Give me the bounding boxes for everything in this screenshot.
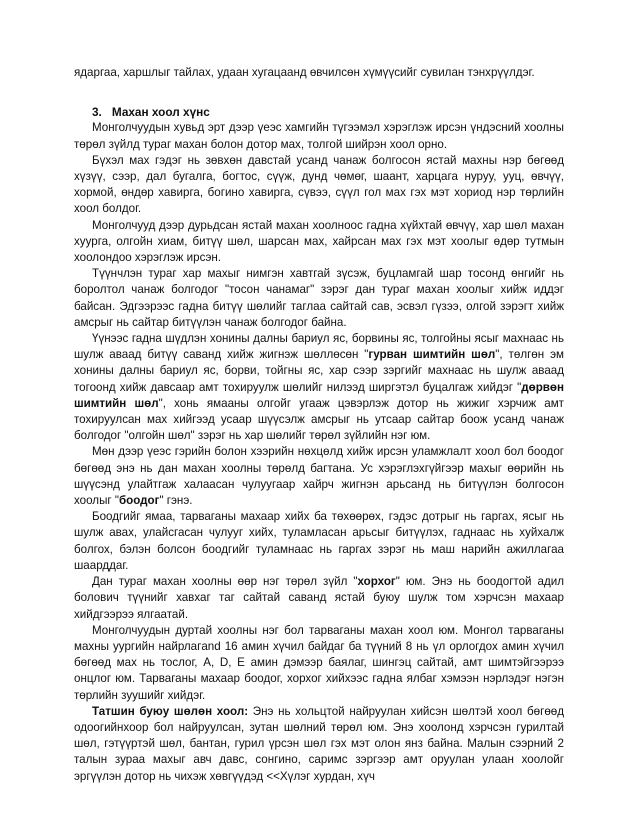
- paragraph-whole-meat: Бүхэл мах гэдэг нь зөвхөн давстай усанд чанаж болгосон ястай махны нэр бөгөөд хүзүү, сээр, дал бугалга, богтос, сүүж, дунд чөмөг, шаант, харцага нуруу, ууц, өвчүү, хормой, өндөр хавирга, богино хавирга, сүвээ, сүүл гол мах гэх мэт хориод нэр төрлийн хоол болдог.: [74, 153, 564, 216]
- paragraph-khorkhog: [74, 574, 564, 623]
- term-boodog: боодог: [118, 494, 160, 508]
- term-khorkhog: хорхог: [357, 575, 396, 589]
- document-page: [74, 65, 564, 785]
- text-run: ", төлгөн эм хонины далны бариул яс, борви, тойгны яс, хар сээр зэргийг махнаас нь шулж аваад тогоонд хийж давсаар амт тохируулж шөлийг нилээд ширгэтэл буцалгаж хийдэг ": [74, 348, 564, 394]
- text-run: Энэ нь хольцтой найруулан хийсэн шөлтэй хоол бөгөөд одоогийнхоор бол найруулсан, зутан шөлний төрөл юм. Энэ хоолонд хэрчсэн гурилтай шөл, гэтүүртэй шөл, бантан, гурил үрсэн шөл гэх мэт олон янз байна. Малын сээрний 2 талын зураа махыг авч давс, сонгино, саримс зэргээр амт оруулан улаан хоолойг эргүүлэн дотор нь чихэж хөвгүүдэд <<Хүлэг хурдан, хүч: [74, 704, 564, 783]
- paragraph-boodog-process: Боодгийг ямаа, тарваганы махаар хийх ба төхөөрөх, гэдэс дотрыг нь гаргах, ясыг нь шулж авах, улайсгасан чулууг хийх, туламласан арьсыг битүүлэх, гаднаас нь хуйхалж болгох, бэлэн болсон боодгийг туламнаас нь гаргах зэрэг нь маш нарийн ажиллагаа шаарддаг.: [74, 510, 564, 572]
- intro-paragraph: ядаргаа, харшлыг тайлах, удаан хугацаанд өвчилсөн хүмүүсийг сувилан тэнхрүүлдэг.: [74, 66, 535, 79]
- section-heading: [92, 104, 564, 120]
- paragraph-daily-dishes: Монголчууд дээр дурьдсан ястай махан хоолноос гадна хүйхтай өвчүү, хар шөл махан хуурга, олгойн хиам, битүү шөл, шарсан мах, хайрсан мах гэх мэт хоолыг өдөр тутмын хоолондоо хэрэглэж ирсэн.: [74, 218, 564, 265]
- term-soup-dishes: Татшин буюу шөлөн хоол:: [92, 704, 249, 718]
- text-run: Дан тураг махан хоолны өөр нэг төрөл зүйл ": [92, 575, 358, 589]
- text-run: " гэнэ.: [159, 494, 193, 508]
- term-three-essence-broth: гурван шимтийн шөл: [368, 348, 496, 362]
- section-number: 3.: [92, 105, 102, 120]
- paragraph-soups: [74, 704, 564, 785]
- paragraph-lean-meat: Түүнчлэн тураг хар махыг нимгэн хавтгай зүсэж, буцламгай шар тосонд өнгийг нь боролтол чанаж болгодог "тосон чанамаг" зэрэг дан тураг махан хоолыг хийж иддэг байсан. Эдгээрээс гадна битүү шөлийг таглаа сайтай сав, эсвэл гүзээ, олгой зэрэгт хийж амсрыг нь сайтар битүүлэн чанаж болгодог байна.: [74, 267, 564, 329]
- text-run: Мөн дээр үеэс гэрийн болон хээрийн нөхцөлд хийж ирсэн уламжлалт хоол бол боодог бөгөөд энэ нь дан махан хоолны төрөлд багтана. Ус хэрэглэхгүйгээр махыг өөрийн нь шүүсэнд улайтгаж халаасан чулуугаар хайрч жигнэн арьсанд нь битүүлэн болгосон хоолыг ": [74, 445, 564, 508]
- paragraph-boodog: [74, 444, 564, 509]
- paragraph-marmot: Монголчуудын дуртай хоолны нэг бол тарваганы махан хоол юм. Монгол тарваганы махны уургийн найрлагand 16 амин хүчил байдаг ба түүний 8 нь үл орлогдох амин хүчил бөгөөд мах нь тослог, A, D, E амин дэмээр баялаг, шингэц сайтай, амт шимтэйгээрээ онцлог юм. Тарваганы махаар боодог, хорхог хийхээс гадна ялбаг хэмээн нэрлэдэг нэгэн төрлийн зуушийг хийдэг.: [74, 623, 564, 702]
- text-run: " юм. Энэ нь боодогтой адил болович түүнийг хавхаг таг сайтай саванд ястай буюу шулж том хэрчсэн махаар хийдгээрээ ялгаатай.: [74, 575, 564, 621]
- term-four-essence-broth: дөрвөн шимтийн шөл: [74, 380, 564, 410]
- paragraph-broths: [74, 331, 564, 444]
- paragraph-traditional-meat: Монголчуудын хувьд эрт дээр үеэс хамгийн түгээмэл хэрэглэж ирсэн үндэсний хоолны төрөл зүйлд тураг махан болон дотор мах, толгой шийрэн хоол орно.: [74, 121, 564, 151]
- section-title: Махан хоол хүнс: [111, 105, 210, 120]
- text-run: Үүнээс гадна шүдлэн хонины далны бариул яс, борвины яс, толгойны ясыг махнаас нь шулж аваад битүү саванд хийж жигнэж шөллөсөн ": [74, 332, 564, 362]
- text-run: ", хонь ямааны олгойг угааж цэвэрлэж дотор нь жижиг хэрчиж амт тохируулсан мах хийгээд усаар шүүсэлж амсрыг нь утсаар сайтар боож усанд чанаж болгодог "олгойн шөл" зэрэг нь хар шөлийг төрөл зүйлийн нэг юм.: [74, 396, 564, 443]
